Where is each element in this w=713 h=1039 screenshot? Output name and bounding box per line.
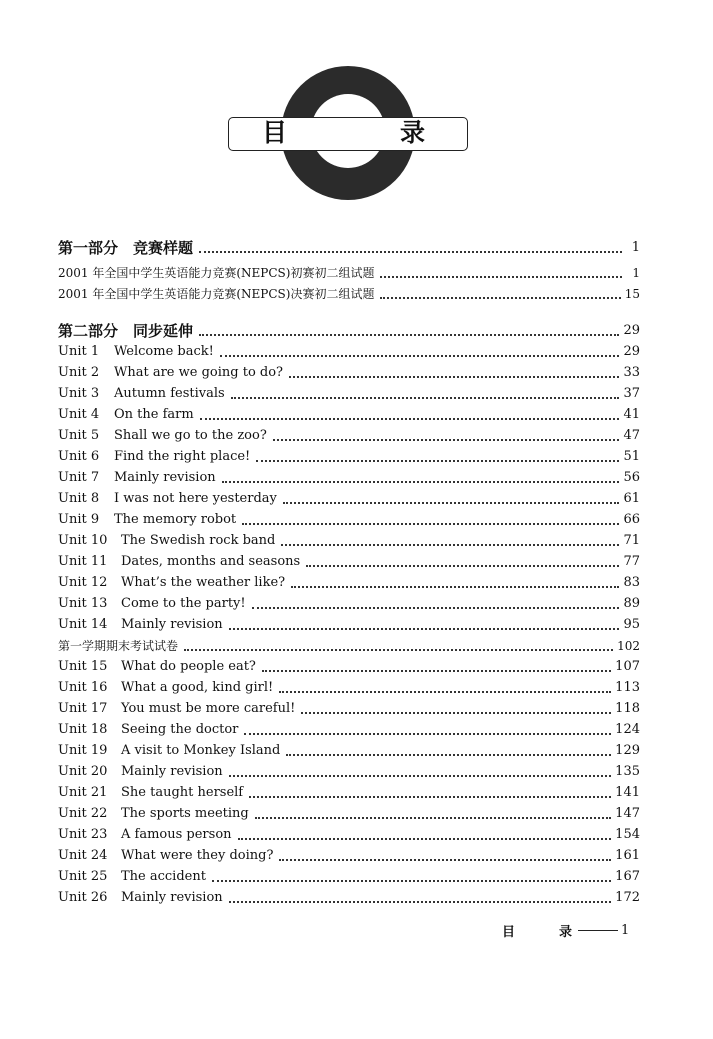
toc-entry-title: 第一学期期末考试试卷 [58,639,179,653]
toc-page-number: 47 [623,428,640,443]
leader-dots [380,297,620,299]
leader-dots [286,754,611,756]
toc-page-number: 29 [623,323,640,338]
toc-page-number: 102 [617,639,640,653]
unit-title: The Swedish rock band [121,533,276,548]
leader-dots [229,901,612,903]
leader-dots [231,397,620,399]
toc-entry-unit[interactable] [58,403,640,423]
unit-title: Dates, months and seasons [121,554,301,569]
toc-entry-unit[interactable] [58,823,640,843]
unit-title: I was not here yesterday [114,491,277,506]
leader-dots [281,544,619,546]
unit-number: Unit 11 [58,554,108,569]
toc-entry-unit[interactable] [58,340,640,360]
toc-entry-final-exam[interactable] [58,634,640,654]
toc-page-number: 124 [615,722,640,737]
unit-title: What were they doing? [121,848,274,863]
unit-title: The accident [121,869,206,884]
toc-page-number: 37 [623,386,640,401]
unit-title: What are we going to do? [114,365,284,380]
toc-page-number: 51 [623,449,640,464]
toc-page-number: 147 [615,806,640,821]
unit-title: What do people eat? [121,659,256,674]
toc-page-number: 135 [615,764,640,779]
unit-title: The sports meeting [121,806,249,821]
toc-entry-unit[interactable] [58,697,640,717]
unit-number: Unit 15 [58,659,108,674]
page-footer [502,920,642,940]
toc-entry-unit[interactable] [58,424,640,444]
toc-page-number: 1 [631,240,640,255]
leader-dots [220,355,620,357]
unit-title: Come to the party! [121,596,246,611]
leader-dots [255,817,611,819]
toc-page-number: 113 [615,680,640,695]
unit-number: Unit 6 [58,449,100,464]
toc-section-part-2[interactable] [58,319,640,339]
toc-entry-competition-2[interactable] [58,282,640,302]
leader-dots [199,334,619,336]
unit-number: Unit 24 [58,848,108,863]
toc-entry-unit[interactable] [58,466,640,486]
unit-title: On the farm [114,407,194,422]
leader-dots [291,586,619,588]
leader-dots [256,460,619,462]
toc-page-number: 61 [623,491,640,506]
leader-dots [200,418,620,420]
toc-page-number: 33 [623,365,640,380]
unit-number: Unit 10 [58,533,108,548]
toc-entry-unit[interactable] [58,550,640,570]
toc-entry-title: 2001 年全国中学生英语能力竞赛(NEPCS)决赛初二组试题 [58,287,375,301]
toc-page-number: 161 [615,848,640,863]
unit-title: A visit to Monkey Island [121,743,281,758]
leader-dots [222,481,620,483]
leader-dots [229,628,620,630]
unit-title: You must be more careful! [121,701,296,716]
leader-dots [380,276,622,278]
toc-entry-unit[interactable] [58,739,640,759]
leader-dots [283,502,620,504]
toc-page-number: 129 [615,743,640,758]
unit-number: Unit 26 [58,890,108,905]
unit-number: Unit 7 [58,470,100,485]
unit-number: Unit 21 [58,785,108,800]
unit-number: Unit 17 [58,701,108,716]
leader-dots [262,670,611,672]
toc-page-number: 154 [615,827,640,842]
toc-entry-unit[interactable] [58,718,640,738]
unit-number: Unit 14 [58,617,108,632]
toc-page-number: 66 [623,512,640,527]
unit-number: Unit 16 [58,680,108,695]
toc-section-title: 第一部分 竞赛样题 [58,239,194,257]
toc-section-title: 第二部分 同步延伸 [58,322,194,340]
unit-title: Welcome back! [114,344,214,359]
leader-dots [229,775,612,777]
toc-page-number: 1 [632,266,640,280]
toc-page-number: 172 [615,890,640,905]
leader-dots [184,649,613,651]
footer-char-1: 目 [502,924,516,940]
footer-rule [578,930,618,931]
toc-entry-unit[interactable] [58,781,640,801]
toc-emblem [228,66,470,206]
unit-title: Autumn festivals [114,386,225,401]
toc-entry-unit[interactable] [58,865,640,885]
unit-title: Mainly revision [121,764,223,779]
toc-entry-unit[interactable] [58,844,640,864]
leader-dots [244,733,611,735]
unit-title: Shall we go to the zoo? [114,428,267,443]
unit-number: Unit 1 [58,344,100,359]
unit-number: Unit 12 [58,575,108,590]
footer-char-2: 录 [559,924,573,940]
toc-entry-unit[interactable] [58,361,640,381]
unit-title: She taught herself [121,785,244,800]
toc-page-number: 89 [623,596,640,611]
leader-dots [289,376,619,378]
toc-entry-competition-1[interactable] [58,261,640,281]
leader-dots [249,796,611,798]
toc-page-number: 83 [623,575,640,590]
unit-number: Unit 20 [58,764,108,779]
unit-number: Unit 13 [58,596,108,611]
leader-dots [306,565,619,567]
toc-page-number: 107 [615,659,640,674]
toc-page-number: 95 [623,617,640,632]
toc-page-number: 56 [623,470,640,485]
toc-entry-unit[interactable] [58,571,640,591]
leader-dots [252,607,620,609]
unit-number: Unit 18 [58,722,108,737]
toc-entry-unit[interactable] [58,760,640,780]
unit-title: Mainly revision [121,617,223,632]
unit-title: The memory robot [114,512,237,527]
toc-page-number: 29 [623,344,640,359]
unit-number: Unit 23 [58,827,108,842]
leader-dots [273,439,620,441]
toc-entry-unit[interactable] [58,445,640,465]
unit-title: Find the right place! [114,449,251,464]
toc-entry-unit[interactable] [58,592,640,612]
footer-page-number: 1 [621,922,630,938]
unit-number: Unit 25 [58,869,108,884]
unit-number: Unit 2 [58,365,100,380]
leader-dots [238,838,612,840]
unit-title: Mainly revision [114,470,216,485]
toc-entry-title: 2001 年全国中学生英语能力竞赛(NEPCS)初赛初二组试题 [58,266,375,280]
toc-entry-unit[interactable] [58,382,640,402]
toc-page-number: 71 [623,533,640,548]
toc-entry-unit[interactable] [58,529,640,549]
emblem-title-char-1: 目 [262,118,288,147]
toc-page-number: 118 [615,701,640,716]
toc-entry-unit[interactable] [58,508,640,528]
toc-entry-unit[interactable] [58,487,640,507]
leader-dots [279,859,611,861]
unit-title: Mainly revision [121,890,223,905]
toc-entry-unit[interactable] [58,886,640,906]
unit-number: Unit 19 [58,743,108,758]
unit-number: Unit 4 [58,407,100,422]
unit-number: Unit 22 [58,806,108,821]
unit-number: Unit 3 [58,386,100,401]
toc-section-part-1[interactable] [58,236,640,256]
toc-page-number: 141 [615,785,640,800]
leader-dots [199,251,622,253]
leader-dots [212,880,611,882]
unit-title: What’s the weather like? [121,575,286,590]
emblem-title-char-2: 录 [400,118,426,147]
toc-page-number: 15 [624,287,640,301]
unit-title: Seeing the doctor [121,722,239,737]
unit-title: A famous person [121,827,232,842]
toc-entry-unit[interactable] [58,655,640,675]
unit-number: Unit 8 [58,491,100,506]
toc-entry-unit[interactable] [58,613,640,633]
leader-dots [301,712,611,714]
toc-entry-unit[interactable] [58,676,640,696]
toc-entry-unit[interactable] [58,802,640,822]
toc-page-number: 41 [623,407,640,422]
toc-page-number: 77 [623,554,640,569]
unit-title: What a good, kind girl! [121,680,274,695]
leader-dots [279,691,611,693]
leader-dots [242,523,619,525]
toc-page-number: 167 [615,869,640,884]
unit-number: Unit 5 [58,428,100,443]
unit-number: Unit 9 [58,512,100,527]
